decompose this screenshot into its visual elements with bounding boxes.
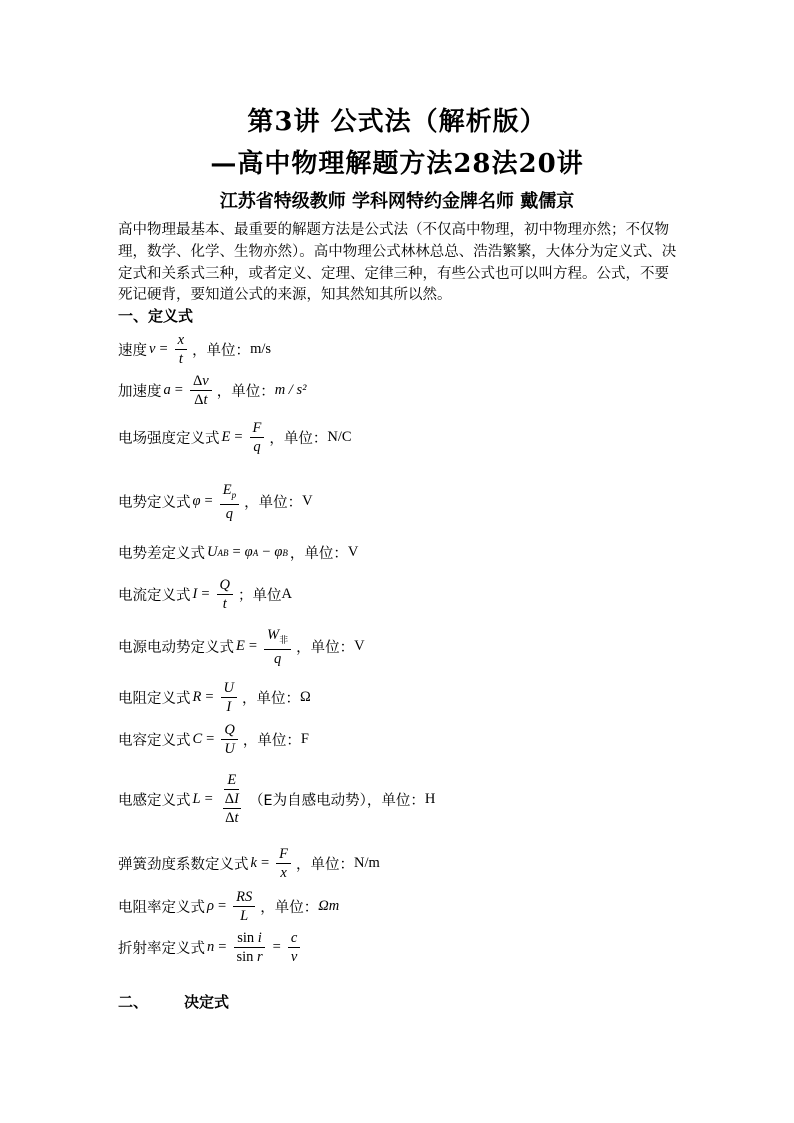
formula-expression: ρ = $\frac{RS}{L}$	[207, 888, 258, 925]
formula-expression: R = $\frac{U}{I}$	[193, 679, 241, 716]
unit-value: V	[302, 493, 313, 510]
unit-value: V	[354, 638, 365, 655]
formula-emf: 电源电动势定义式 E = $\frac{W_非}{q}$ ，单位： V	[118, 627, 365, 667]
formula-label: 速度	[118, 343, 147, 359]
formula-expression: a = $\frac{\Delta v}{\Delta t}$	[164, 372, 215, 409]
formula-capacitance: 电容定义式 C = $\frac{Q}{U}$ ，单位： F	[118, 722, 309, 757]
formula-potential-difference: 电势差定义式 U AB = φ A − φ B ，单位： V	[118, 544, 359, 562]
formula-spring-constant: 弹簧劲度系数定义式 k = $\frac{F}{x}$ ，单位： N/m	[118, 846, 380, 881]
section-heading-determinants: 二、 决定式	[118, 993, 230, 1011]
formula-expression: n = $\frac{\text{sin i}}{\text{sin r}}$ = $\frac{c}{v}$	[207, 929, 303, 966]
formula-velocity: 速度 v = $\frac{x}{t}$ ，单位： m/s	[118, 332, 272, 367]
document-subtitle: —高中物理解题方法28法20讲	[210, 149, 584, 179]
unit-value: Ω	[300, 689, 311, 705]
formula-expression: L = E ΔI Δt	[192, 772, 239, 826]
document-title: 第3讲 公式法（解析版）	[247, 107, 547, 137]
formula-electric-field: 电场强度定义式 E = $\frac{F}{q}$ ，单位： N/C	[118, 420, 352, 455]
unit-value: N/C	[327, 429, 352, 445]
formula-refractive-index: 折射率定义式 n = $\frac{\text{sin i}}{\text{sin r}}$ = $\frac{c}{v}$	[118, 929, 305, 966]
formula-inductance: 电感定义式 L = E ΔI Δt （E为自感电动势），单位： H	[118, 772, 436, 826]
formula-expression: E = $\frac{F}{q}$	[222, 419, 268, 456]
formula-resistivity: 电阻率定义式 ρ = $\frac{RS}{L}$ ，单位： Ωm	[118, 889, 340, 924]
unit-value: H	[424, 790, 436, 807]
formula-acceleration: 加速度 a = $\frac{\Delta v}{\Delta t}$ ，单位： m / s²	[118, 373, 307, 408]
formula-expression: E = $\frac{W_非}{q}$	[236, 626, 294, 668]
unit-value: N/m	[353, 855, 380, 871]
section-heading-definitions: 一、定义式	[118, 307, 194, 325]
intro-paragraph: 高中物理最基本、最重要的解题方法是公式法（不仅高中物理，初中物理亦然；不仅物理，数学、化学、生物亦然）。高中物理公式林林总总、浩浩繁繁，大体分为定义式、决定式和关系式三种，或者定义、定理、定律三种，有些公式也可以叫方程。公式，不要死记硬背，要知道公式的来源，知其然知其所以然。	[118, 222, 677, 304]
formula-resistance: 电阻定义式 R = $\frac{U}{I}$ ，单位： Ω	[118, 680, 311, 715]
formula-expression: k = $\frac{F}{x}$	[251, 845, 294, 882]
formula-current: 电流定义式 I = $\frac{Q}{t}$ ；单位 A	[118, 577, 292, 612]
formula-expression: I = $\frac{Q}{t}$	[193, 576, 237, 613]
formula-expression: C = $\frac{Q}{U}$	[193, 721, 241, 758]
unit-value: A	[281, 586, 292, 602]
formula-expression: U AB = φ A − φ B	[207, 544, 288, 560]
formula-expression: φ = $\frac{E_p}{q}$	[193, 481, 243, 523]
unit-value: m / s²	[274, 382, 307, 398]
unit-value: Ωm	[318, 898, 340, 914]
unit-value: F	[300, 731, 309, 747]
formula-expression: v = $\frac{x}{t}$	[149, 331, 190, 368]
formula-potential: 电势定义式 φ = $\frac{E_p}{q}$ ，单位： V	[118, 482, 313, 522]
unit-value: m/s	[250, 341, 272, 357]
author-line: 江苏省特级教师 学科网特约金牌名师 戴儒京	[219, 191, 575, 212]
unit-value: V	[347, 544, 359, 560]
